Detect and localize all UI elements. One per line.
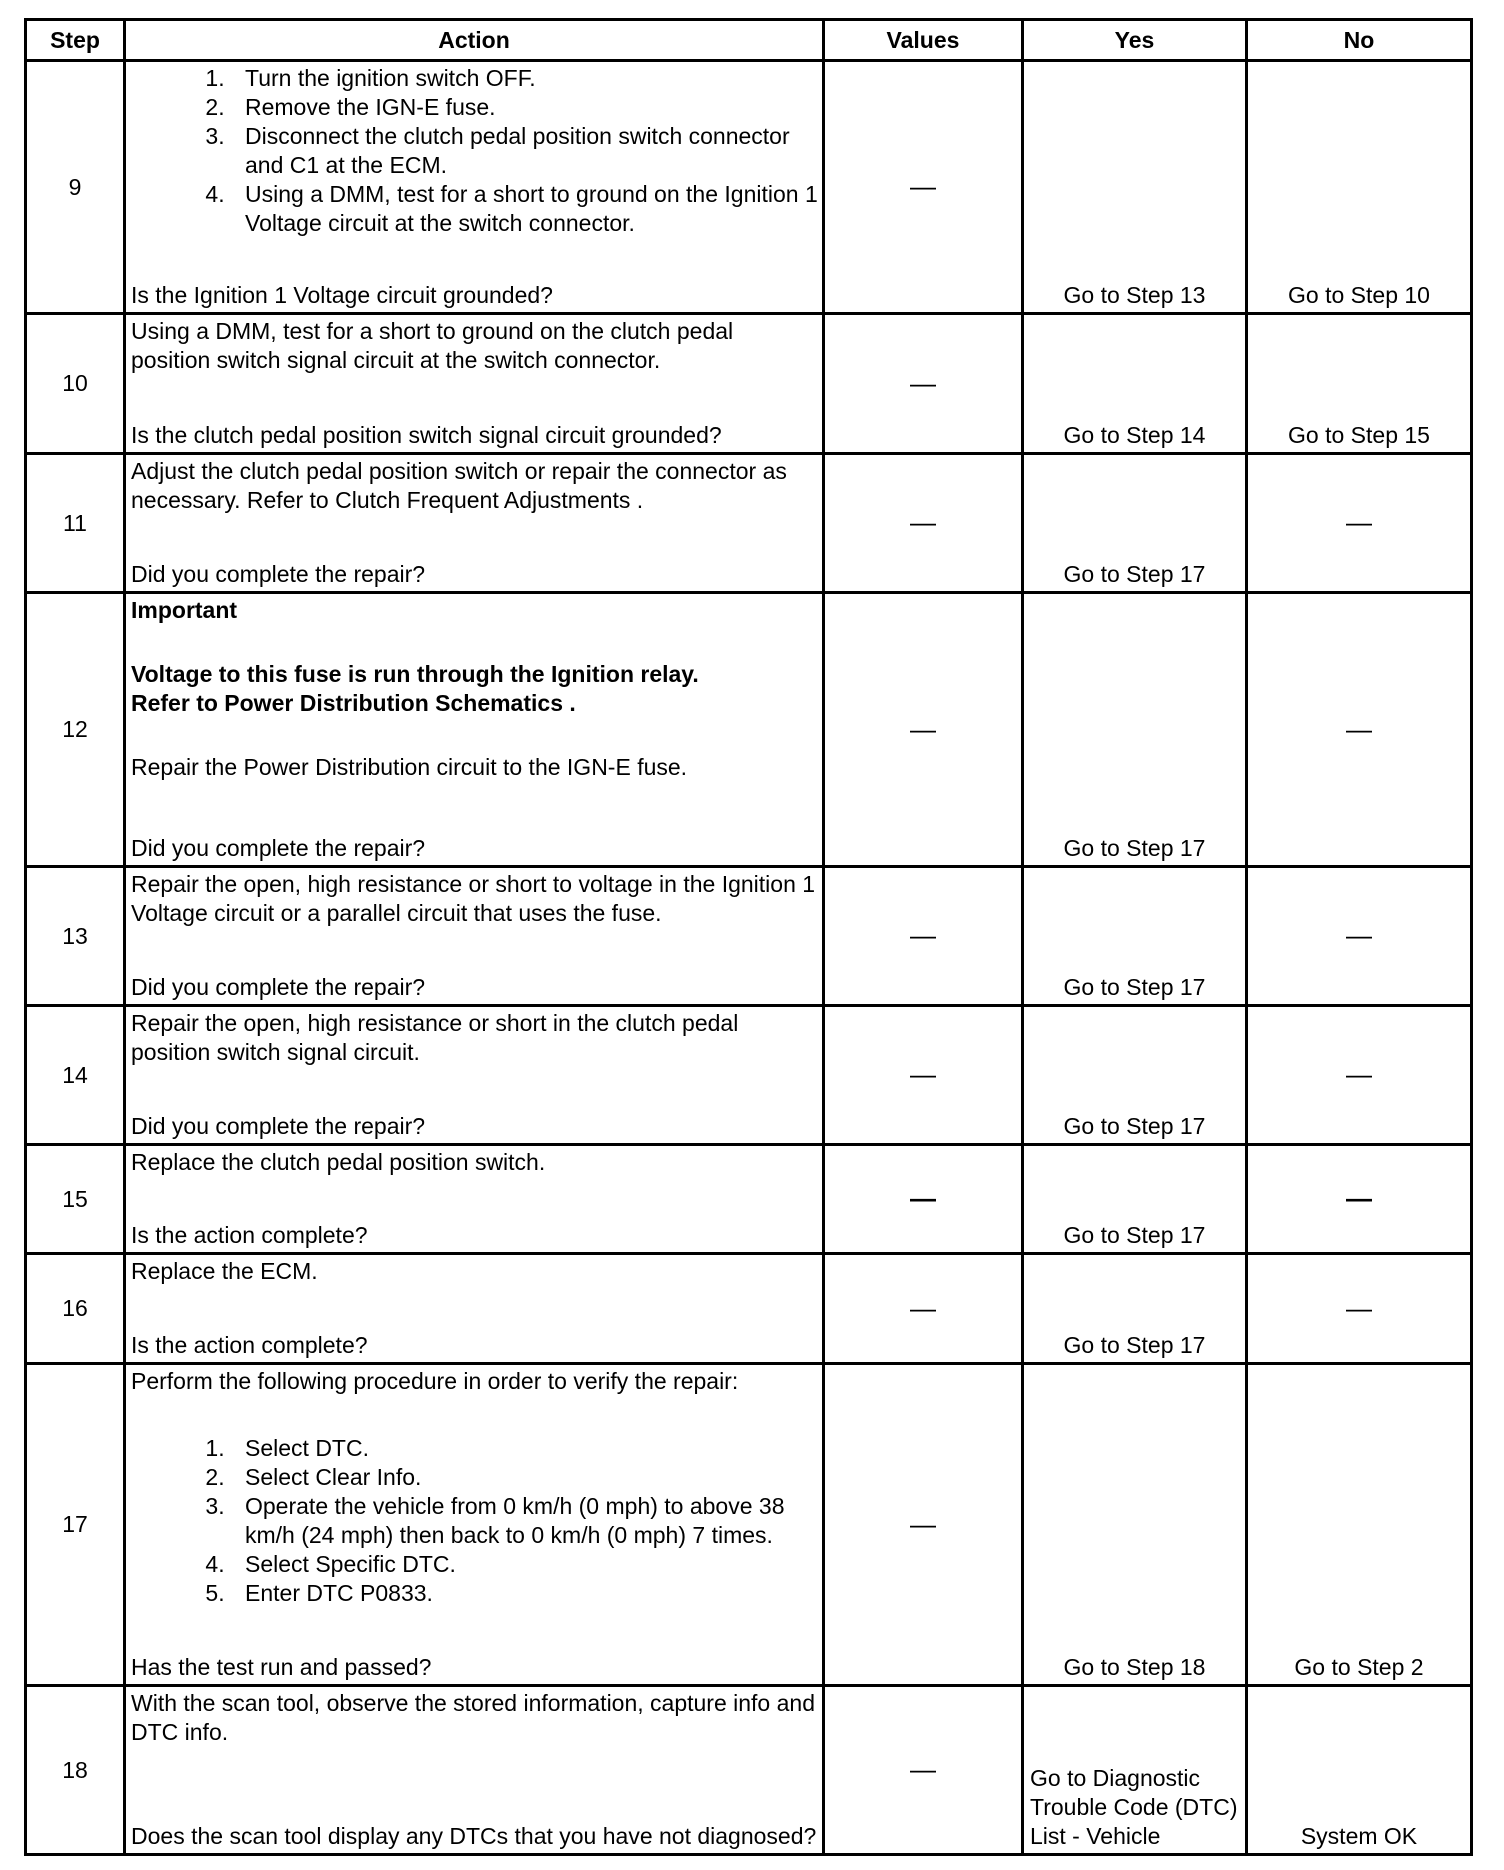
list-item: 2. Remove the IGN-E fuse. — [231, 93, 818, 122]
no-cell — [1247, 454, 1472, 593]
step-number: 15 — [26, 1145, 125, 1254]
header-no: No — [1247, 20, 1472, 61]
table-row — [26, 454, 1472, 593]
no-dash: — — [1346, 920, 1372, 950]
table-row — [26, 1364, 1472, 1686]
values-cell — [824, 1686, 1023, 1855]
values-dash: — — [910, 1183, 936, 1213]
action-question: Did you complete the repair? — [131, 561, 426, 587]
header-step: Step — [26, 20, 125, 61]
action-cell — [125, 314, 824, 454]
action-text: Repair the Power Distribution circuit to the IGN-E fuse. — [131, 754, 688, 780]
action-cell — [125, 593, 824, 867]
step-number: 11 — [26, 454, 125, 593]
list-item: 2. Select Clear Info. — [231, 1463, 818, 1492]
yes-cell: Go to Step 17 — [1023, 867, 1247, 1006]
action-question: Is the Ignition 1 Voltage circuit grounded? — [131, 282, 553, 308]
list-item: 1. Select DTC. — [231, 1434, 818, 1463]
action-cell — [125, 1254, 824, 1364]
step-number: 9 — [26, 61, 125, 314]
diagnostic-table — [24, 18, 1473, 1856]
action-text: Using a DMM, test for a short to ground on the clutch pedal position switch signal circuit at the switch connector. — [131, 318, 734, 373]
procedure-list — [131, 1434, 818, 1608]
values-dash: — — [910, 1059, 936, 1089]
action-cell — [125, 1145, 824, 1254]
yes-cell: Go to Step 17 — [1023, 1145, 1247, 1254]
step-number: 13 — [26, 867, 125, 1006]
important-label: Important — [131, 597, 238, 623]
values-dash: — — [910, 171, 936, 201]
yes-cell: Go to Step 17 — [1023, 454, 1247, 593]
values-dash: — — [910, 1754, 936, 1784]
table-row — [26, 593, 1472, 867]
values-cell — [824, 1145, 1023, 1254]
step-number: 18 — [26, 1686, 125, 1855]
values-cell — [824, 1006, 1023, 1145]
no-cell — [1247, 1006, 1472, 1145]
step-number: 10 — [26, 314, 125, 454]
table-row — [26, 314, 1472, 454]
list-item: 3. Disconnect the clutch pedal position switch connector and C1 at the ECM. — [231, 122, 818, 180]
step-number: 14 — [26, 1006, 125, 1145]
important-text: Voltage to this fuse is run through the Ignition relay. Refer to Power Distribution Schematics . — [131, 661, 699, 716]
no-dash: — — [1346, 1059, 1372, 1089]
procedure-list — [131, 64, 818, 238]
values-dash: — — [910, 920, 936, 950]
step-number: 12 — [26, 593, 125, 867]
values-cell — [824, 1364, 1023, 1686]
step-number: 16 — [26, 1254, 125, 1364]
action-question: Did you complete the repair? — [131, 835, 426, 861]
action-text: Perform the following procedure in order to verify the repair: — [131, 1368, 739, 1394]
header-yes: Yes — [1023, 20, 1247, 61]
values-dash: — — [910, 367, 936, 398]
no-cell — [1247, 1254, 1472, 1364]
values-cell — [824, 867, 1023, 1006]
table-row — [26, 1686, 1472, 1855]
action-question: Has the test run and passed? — [131, 1654, 432, 1680]
header-values: Values — [824, 20, 1023, 61]
header-row — [26, 20, 1472, 61]
table-row — [26, 1006, 1472, 1145]
list-item: 3. Operate the vehicle from 0 km/h (0 mph) to above 38 km/h (24 mph) then back to 0 km/h (0 mph) 7 times. — [231, 1492, 818, 1550]
yes-cell: Go to Step 17 — [1023, 1254, 1247, 1364]
action-question: Is the clutch pedal position switch signal circuit grounded? — [131, 422, 722, 448]
list-item: 1. Turn the ignition switch OFF. — [231, 64, 818, 93]
no-cell — [1247, 1145, 1472, 1254]
step-number: 17 — [26, 1364, 125, 1686]
action-cell — [125, 454, 824, 593]
list-item: 4. Select Specific DTC. — [231, 1550, 818, 1579]
action-question: Is the action complete? — [131, 1222, 368, 1248]
yes-cell: Go to Step 18 — [1023, 1364, 1247, 1686]
values-dash: — — [910, 1292, 936, 1323]
action-cell — [125, 1686, 824, 1855]
values-cell — [824, 454, 1023, 593]
yes-cell: Go to Step 13 — [1023, 61, 1247, 314]
action-cell — [125, 61, 824, 314]
action-text: Replace the clutch pedal position switch. — [131, 1149, 546, 1175]
no-dash: — — [1346, 1292, 1372, 1323]
action-question: Is the action complete? — [131, 1332, 368, 1358]
no-cell — [1247, 867, 1472, 1006]
table-row — [26, 1254, 1472, 1364]
yes-cell: Go to Step 14 — [1023, 314, 1247, 454]
values-cell — [824, 1254, 1023, 1364]
action-text: Replace the ECM. — [131, 1258, 318, 1284]
table-row — [26, 867, 1472, 1006]
action-cell — [125, 867, 824, 1006]
action-text: Repair the open, high resistance or short in the clutch pedal position switch signal circuit. — [131, 1010, 739, 1065]
values-cell — [824, 593, 1023, 867]
no-cell: Go to Step 15 — [1247, 314, 1472, 454]
action-text: Repair the open, high resistance or short to voltage in the Ignition 1 Voltage circuit or a parallel circuit that uses the fuse. — [131, 871, 816, 926]
values-cell — [824, 61, 1023, 314]
values-cell — [824, 314, 1023, 454]
yes-cell: Go to Diagnostic Trouble Code (DTC) List - Vehicle — [1023, 1686, 1247, 1855]
values-dash: — — [910, 713, 936, 744]
yes-cell: Go to Step 17 — [1023, 593, 1247, 867]
table-row — [26, 1145, 1472, 1254]
no-cell: System OK — [1247, 1686, 1472, 1855]
no-dash: — — [1346, 1183, 1372, 1213]
no-dash: — — [1346, 713, 1372, 744]
action-question: Does the scan tool display any DTCs that you have not diagnosed? — [131, 1823, 817, 1849]
no-cell — [1247, 593, 1472, 867]
list-item: 4. Using a DMM, test for a short to ground on the Ignition 1 Voltage circuit at the switch connector. — [231, 180, 818, 238]
no-cell: Go to Step 2 — [1247, 1364, 1472, 1686]
action-cell — [125, 1006, 824, 1145]
table-row — [26, 61, 1472, 314]
action-cell — [125, 1364, 824, 1686]
header-action: Action — [125, 20, 824, 61]
no-cell: Go to Step 10 — [1247, 61, 1472, 314]
action-question: Did you complete the repair? — [131, 974, 426, 1000]
values-dash: — — [910, 507, 936, 537]
action-question: Did you complete the repair? — [131, 1113, 426, 1139]
action-text: With the scan tool, observe the stored information, capture info and DTC info. — [131, 1690, 815, 1745]
values-dash: — — [910, 1508, 936, 1539]
list-item: 5. Enter DTC P0833. — [231, 1579, 818, 1608]
no-dash: — — [1346, 507, 1372, 537]
action-text: Adjust the clutch pedal position switch or repair the connector as necessary. Refer to Clutch Frequent Adjustments . — [131, 458, 787, 513]
yes-cell: Go to Step 17 — [1023, 1006, 1247, 1145]
